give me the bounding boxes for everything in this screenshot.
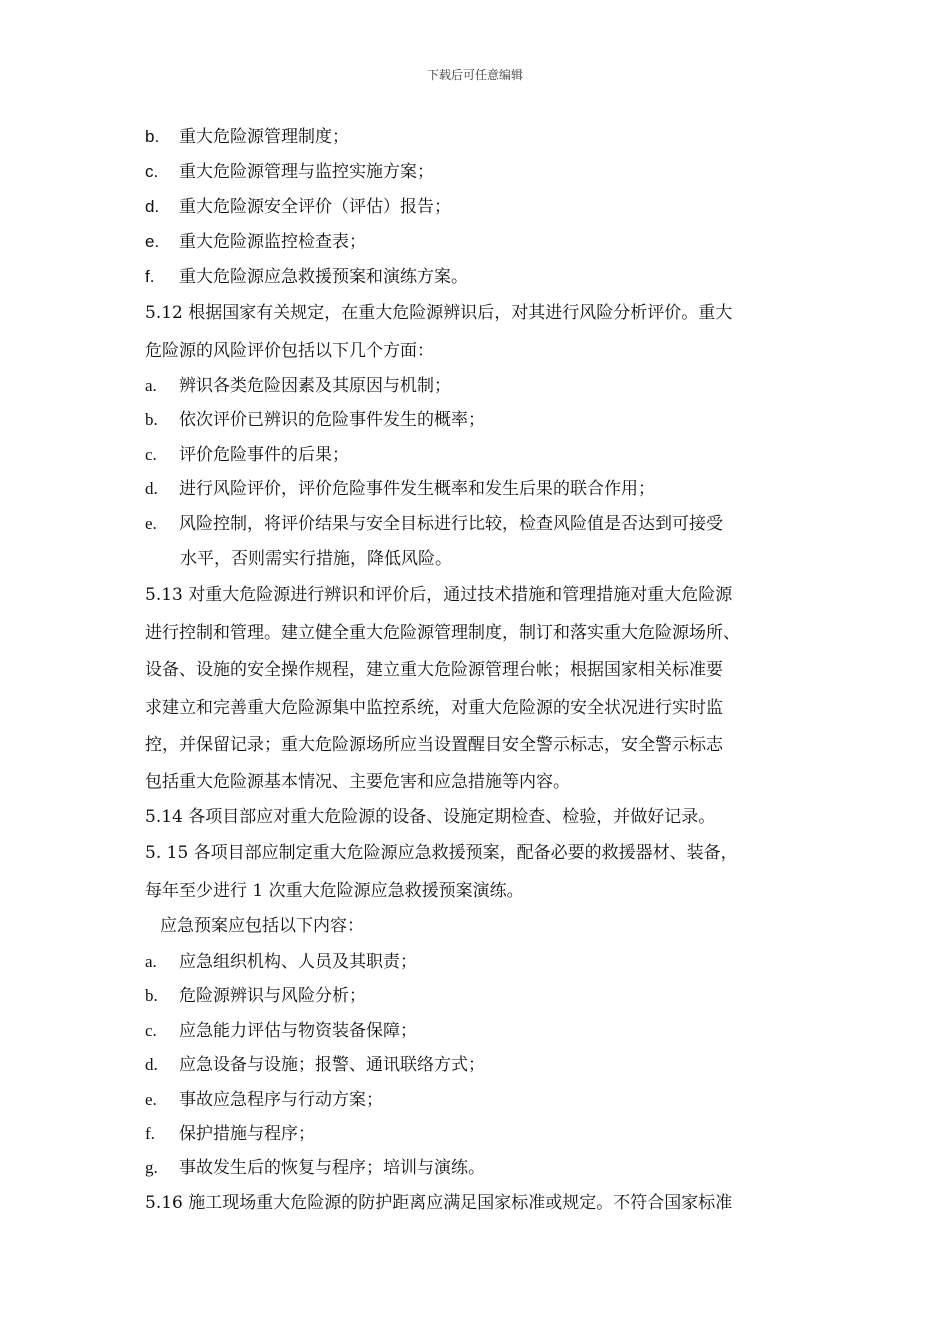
paragraph-line: 包括重大危险源基本情况、主要危害和应急措施等内容。 xyxy=(145,772,570,792)
paragraph-line: 5.14 各项目部应对重大危险源的设备、设施定期检查、检验，并做好记录。 xyxy=(145,807,716,827)
list-item xyxy=(145,408,485,432)
list-text: 重大危险源管理与监控实施方案； xyxy=(179,162,434,182)
list-item xyxy=(145,950,417,974)
paragraph-line: 设备、设施的安全操作规程，建立重大危险源管理台帐；根据国家相关标准要 xyxy=(145,660,723,680)
list-text: 事故发生后的恢复与程序；培训与演练。 xyxy=(179,1158,485,1178)
paragraph-line: 5.16 施工现场重大危险源的防护距离应满足国家标准或规定。不符合国家标准 xyxy=(145,1193,733,1213)
list-label: c. xyxy=(145,445,157,464)
list-text: 评价危险事件的后果； xyxy=(179,445,349,465)
list-item xyxy=(145,195,451,219)
list-item xyxy=(145,374,451,398)
list-item xyxy=(145,984,366,1008)
paragraph-line: 每年至少进行 1 次重大危险源应急救援预案演练。 xyxy=(145,881,524,901)
paragraph-line: 求建立和完善重大危险源集中监控系统，对重大危险源的安全状况进行实时监 xyxy=(145,698,723,718)
list-item xyxy=(145,1088,383,1112)
list-text: 保护措施与程序； xyxy=(179,1124,315,1144)
list-label: e. xyxy=(145,514,157,533)
list-label: f. xyxy=(145,1124,155,1143)
list-item xyxy=(145,1019,417,1043)
list-item xyxy=(145,230,366,254)
paragraph-line: 5.13 对重大危险源进行辨识和评价后，通过技术措施和管理措施对重大危险源 xyxy=(145,585,733,605)
list-label: b. xyxy=(145,986,158,1005)
list-text: 应急能力评估与物资装备保障； xyxy=(179,1021,417,1041)
page-header: 下载后可任意编辑 xyxy=(426,68,523,82)
list-label: d. xyxy=(145,197,160,216)
list-text: 应急设备与设施；报警、通讯联络方式； xyxy=(179,1055,485,1075)
list-item xyxy=(145,443,349,467)
list-text: 重大危险源安全评价（评估）报告； xyxy=(179,197,451,217)
list-item xyxy=(145,125,349,149)
list-text: 依次评价已辨识的危险事件发生的概率； xyxy=(179,410,485,430)
list-text: 重大危险源应急救援预案和演练方案。 xyxy=(179,267,468,287)
paragraph-line: 危险源的风险评价包括以下几个方面： xyxy=(145,341,434,361)
paragraph-line: 进行控制和管理。建立健全重大危险源管理制度，制订和落实重大危险源场所、 xyxy=(145,623,740,643)
list-item-continuation: 水平，否则需实行措施，降低风险。 xyxy=(180,549,452,569)
list-text: 危险源辨识与风险分析； xyxy=(179,986,366,1006)
list-text: 辨识各类危险因素及其原因与机制； xyxy=(179,376,451,396)
list-label: d. xyxy=(145,1055,158,1074)
list-label: d. xyxy=(145,479,158,498)
list-label: e. xyxy=(145,232,160,251)
paragraph-line: 5.12 根据国家有关规定，在重大危险源辨识后，对其进行风险分析评价。重大 xyxy=(145,303,733,323)
list-label: e. xyxy=(145,1090,157,1109)
paragraph-line: 5. 15 各项目部应制定重大危险源应急救援预案，配备必要的救援器材、装备， xyxy=(145,843,738,863)
list-item xyxy=(145,1053,485,1077)
list-text: 应急组织机构、人员及其职责； xyxy=(179,952,417,972)
list-label: a. xyxy=(145,376,157,395)
list-label: a. xyxy=(145,952,157,971)
list-item xyxy=(145,1122,315,1146)
list-text: 重大危险源管理制度； xyxy=(179,127,349,147)
list-text: 重大危险源监控检查表； xyxy=(179,232,366,252)
list-item xyxy=(145,160,434,184)
paragraph-line: 控，并保留记录；重大危险源场所应当设置醒目安全警示标志，安全警示标志 xyxy=(145,735,723,755)
list-text: 风险控制，将评价结果与安全目标进行比较，检查风险值是否达到可接受 xyxy=(179,514,723,534)
list-label: c. xyxy=(145,162,159,181)
list-label: g. xyxy=(145,1158,158,1177)
list-item xyxy=(145,265,468,289)
list-item xyxy=(145,1156,485,1180)
list-text: 事故应急程序与行动方案； xyxy=(179,1090,383,1110)
list-item xyxy=(145,477,655,501)
paragraph-line: 应急预案应包括以下内容： xyxy=(160,916,364,936)
list-item xyxy=(145,512,723,536)
list-label: b. xyxy=(145,127,160,146)
list-label: b. xyxy=(145,410,158,429)
list-label: c. xyxy=(145,1021,157,1040)
list-label: f. xyxy=(145,267,155,286)
list-text: 进行风险评价，评价危险事件发生概率和发生后果的联合作用； xyxy=(179,479,655,499)
